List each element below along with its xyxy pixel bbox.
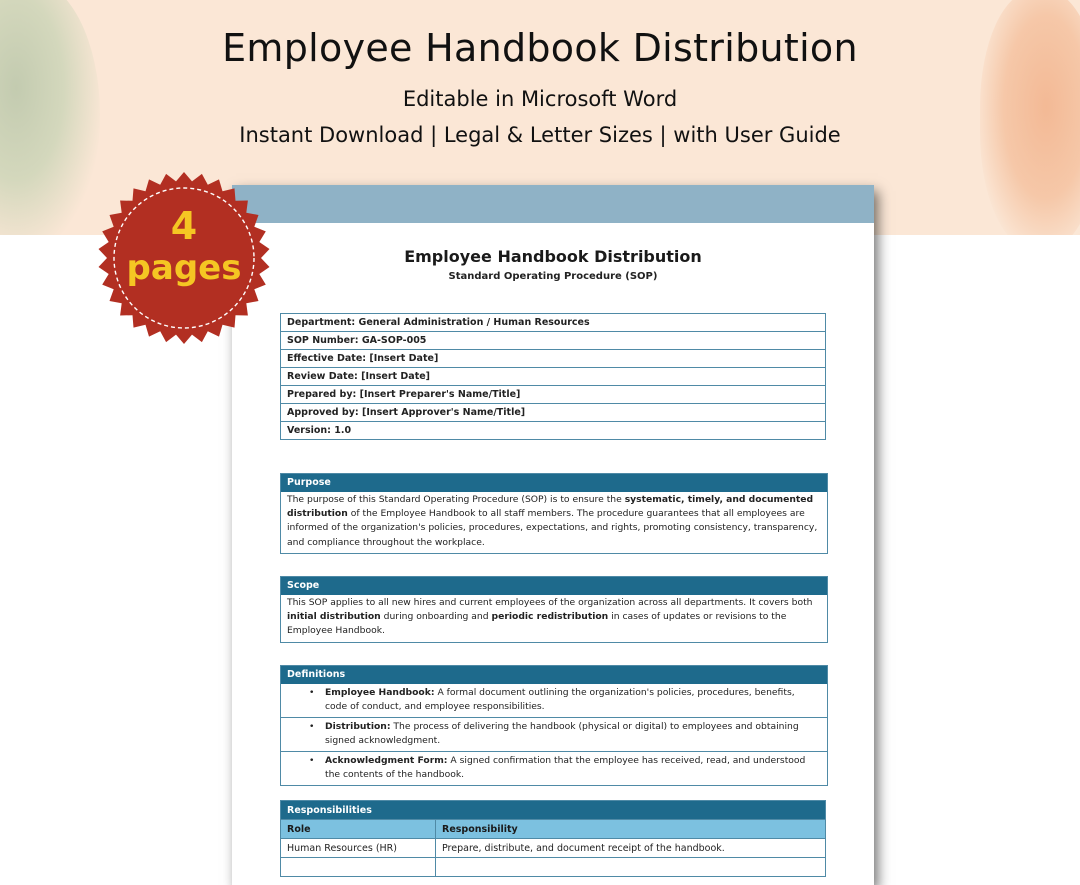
table-row: [281, 839, 826, 858]
scope-heading: Scope: [281, 577, 827, 595]
responsibilities-heading: Responsibilities: [281, 801, 826, 820]
purpose-bold-1: systematic, timely, and documented distribution: [287, 494, 814, 520]
info-approved-by: Approved by: [Insert Approver's Name/Title]: [281, 404, 826, 422]
scope-body: [281, 595, 827, 642]
scope-text-2: during onboarding and: [380, 611, 492, 623]
definition-term: Distribution:: [325, 721, 391, 732]
scope-bold-2: periodic redistribution: [491, 611, 609, 623]
info-review-date: Review Date: [Insert Date]: [281, 368, 826, 386]
definition-text: The process of delivering the handbook (physical or digital) to employees and obtaining signed acknowledgment.: [325, 721, 799, 746]
table-row: [281, 858, 826, 877]
bullet-icon: •: [309, 755, 315, 766]
col-header-responsibility: Responsibility: [436, 820, 826, 839]
purpose-heading: Purpose: [281, 474, 827, 492]
purpose-text-2: of the Employee Handbook to all staff members. The procedure guarantees that all employees are informed of the organization's policies, procedures, expectations, and rights, promoting consistency, transparency, and compliance throughout the workplace.: [287, 508, 818, 548]
scope-text-3: in cases of updates or revisions to the Employee Handbook.: [287, 611, 787, 637]
info-prepared-by: Prepared by: [Insert Preparer's Name/Title]: [281, 386, 826, 404]
badge-number: 4: [170, 204, 198, 248]
page-title: Employee Handbook Distribution: [222, 26, 858, 70]
badge-label: pages: [126, 248, 242, 288]
document-header-band: [232, 185, 874, 223]
responsibilities-table: [280, 800, 826, 877]
info-sop-number: SOP Number: GA-SOP-005: [281, 332, 826, 350]
page-subtitle-2: Instant Download | Legal & Letter Sizes | with User Guide: [239, 123, 841, 147]
bullet-icon: •: [309, 721, 315, 732]
purpose-section: [280, 473, 828, 554]
definitions-heading: Definitions: [281, 666, 827, 684]
cell-responsibility: Prepare, distribute, and document receipt of the handbook.: [436, 839, 826, 858]
scope-text-1: This SOP applies to all new hires and current employees of the organization across all departments. It covers both: [287, 597, 813, 608]
document-title: Employee Handbook Distribution: [404, 247, 702, 266]
purpose-text-1: The purpose of this Standard Operating Procedure (SOP) is to ensure the: [287, 494, 625, 505]
page-subtitle-1: Editable in Microsoft Word: [402, 87, 678, 111]
definition-term: Employee Handbook:: [325, 687, 435, 698]
document-preview: [232, 185, 874, 885]
info-version: Version: 1.0: [281, 422, 826, 440]
cell-role: Human Resources (HR): [281, 839, 436, 858]
definition-term: Acknowledgment Form:: [325, 755, 448, 766]
scope-section: [280, 576, 828, 643]
definition-text: A formal document outlining the organization's policies, procedures, benefits, code of conduct, and employee responsibilities.: [325, 687, 795, 712]
info-effective-date: Effective Date: [Insert Date]: [281, 350, 826, 368]
definition-item: [281, 684, 827, 717]
definition-item: [281, 751, 827, 785]
definitions-list: [281, 684, 827, 785]
definitions-section: [280, 665, 828, 786]
definition-text: A signed confirmation that the employee has received, read, and understood the contents of the handbook.: [325, 755, 806, 780]
info-department: Department: General Administration / Human Resources: [281, 314, 826, 332]
scope-bold-1: initial distribution: [287, 611, 381, 623]
definition-item: [281, 717, 827, 751]
document-subtitle: Standard Operating Procedure (SOP): [448, 271, 658, 282]
bullet-icon: •: [309, 687, 315, 698]
sop-info-table: [280, 313, 826, 440]
col-header-role: Role: [281, 820, 436, 839]
purpose-body: [281, 492, 827, 553]
